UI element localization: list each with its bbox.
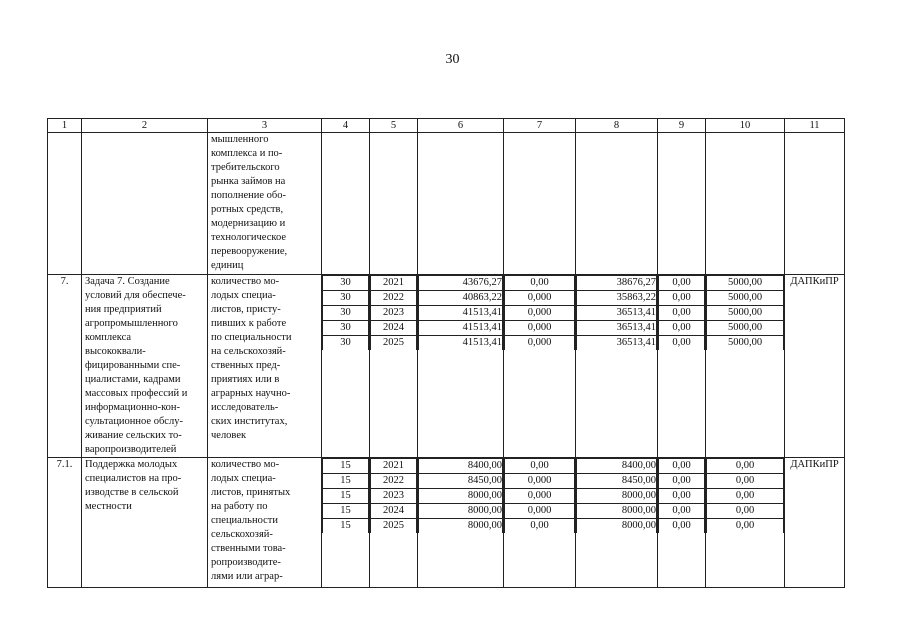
- value: 0,00: [505, 519, 575, 534]
- value: 8450,00: [577, 474, 657, 489]
- year-values-cell: [322, 275, 370, 458]
- executor-cell: ДАПКиПР: [785, 275, 845, 458]
- year-line: [371, 474, 417, 489]
- year-line: [659, 459, 705, 474]
- year-line: [659, 504, 705, 519]
- year-values-cell: [370, 275, 418, 458]
- value: 2022: [371, 474, 417, 489]
- value: 8000,00: [577, 489, 657, 504]
- value: 15: [323, 519, 369, 534]
- text-line: перевооружение,: [211, 246, 288, 257]
- year-line: [659, 489, 705, 504]
- year-values: [504, 275, 575, 350]
- year-line: [659, 276, 705, 291]
- text-line: ния предприятий: [85, 304, 162, 315]
- year-line: [707, 321, 784, 336]
- year-line: [371, 519, 417, 534]
- col-header: 2: [82, 119, 208, 133]
- text-line: листов, присту-: [211, 304, 281, 315]
- text-line: Задача 7. Создание: [85, 276, 170, 287]
- year-values-cell: [504, 275, 576, 458]
- text-line: требительского: [211, 162, 280, 173]
- col-header: 7: [504, 119, 576, 133]
- year-line: [707, 504, 784, 519]
- indicator-cell: [208, 133, 322, 275]
- value: 30: [323, 276, 369, 291]
- text-line: ских институтах,: [211, 416, 288, 427]
- col-header: 10: [706, 119, 785, 133]
- value: 0,00: [659, 459, 705, 474]
- year-values-cell: [576, 275, 658, 458]
- year-line: [419, 336, 503, 351]
- program-table: [47, 118, 845, 588]
- value: 2021: [371, 276, 417, 291]
- value: 8000,00: [419, 504, 503, 519]
- value: 2023: [371, 489, 417, 504]
- year-line: [323, 519, 369, 534]
- text-line: пополнение обо-: [211, 190, 286, 201]
- page-number: 30: [445, 52, 460, 67]
- year-line: [419, 291, 503, 306]
- year-values: [322, 275, 369, 350]
- year-line: [323, 504, 369, 519]
- value: 5000,00: [707, 306, 784, 321]
- row-number: 7.: [48, 275, 82, 458]
- text-line: высококвали-: [85, 346, 146, 357]
- year-line: [371, 459, 417, 474]
- value: 41513,41: [419, 336, 503, 351]
- text-line: фицированными спе-: [85, 360, 181, 371]
- value: 8400,00: [577, 459, 657, 474]
- year-line: [707, 276, 784, 291]
- text-line: модернизацию и: [211, 218, 286, 229]
- year-line: [659, 474, 705, 489]
- year-line: [659, 519, 705, 534]
- value: 30: [323, 306, 369, 321]
- year-line: [323, 489, 369, 504]
- text-line: сельскохозяй-: [211, 529, 273, 540]
- text-line: ственными това-: [211, 543, 286, 554]
- text-line: специальности: [211, 515, 278, 526]
- year-line: [505, 276, 575, 291]
- year-values: [658, 458, 705, 533]
- value: 43676,27: [419, 276, 503, 291]
- value: 5000,00: [707, 291, 784, 306]
- text-line: информационно-кон-: [85, 402, 181, 413]
- year-line: [577, 291, 657, 306]
- value: 2025: [371, 519, 417, 534]
- executor-cell: ДАПКиПР: [785, 458, 845, 588]
- year-values: [418, 275, 503, 350]
- year-line: [419, 306, 503, 321]
- value: 0,00: [659, 504, 705, 519]
- year-values: [370, 275, 417, 350]
- year-values-cell: [658, 275, 706, 458]
- value: 0,00: [505, 276, 575, 291]
- value: 0,00: [659, 519, 705, 534]
- text-line: ственных пред-: [211, 360, 281, 371]
- value: 0,00: [659, 321, 705, 336]
- year-line: [323, 321, 369, 336]
- year-line: [323, 306, 369, 321]
- year-values-cell: [322, 458, 370, 588]
- year-line: [505, 321, 575, 336]
- value: 41513,41: [419, 306, 503, 321]
- year-line: [577, 321, 657, 336]
- year-line: [707, 306, 784, 321]
- year-values: [658, 275, 705, 350]
- value: 0,00: [659, 474, 705, 489]
- col-header: 4: [322, 119, 370, 133]
- col-header: 5: [370, 119, 418, 133]
- value: 35863,22: [577, 291, 657, 306]
- value: 38676,27: [577, 276, 657, 291]
- year-line: [371, 291, 417, 306]
- year-values: [576, 275, 657, 350]
- text-line: количество мо-: [211, 276, 280, 287]
- year-line: [371, 276, 417, 291]
- year-line: [659, 321, 705, 336]
- text-line: комплекса и по-: [211, 148, 283, 159]
- value: 0,00: [707, 459, 784, 474]
- text-line: изводстве в сельской: [85, 487, 179, 498]
- text-line: агропромышленного: [85, 318, 178, 329]
- task-cell: [82, 458, 208, 588]
- year-line: [659, 291, 705, 306]
- year-line: [323, 336, 369, 351]
- value: 8000,00: [577, 519, 657, 534]
- value: 8000,00: [577, 504, 657, 519]
- year-line: [419, 489, 503, 504]
- year-line: [371, 489, 417, 504]
- year-line: [577, 489, 657, 504]
- value: 2022: [371, 291, 417, 306]
- col-header: 11: [785, 119, 845, 133]
- text-line: мышленного: [211, 134, 269, 145]
- text-line: лодых специа-: [211, 473, 276, 484]
- text-line: ротных средств,: [211, 204, 284, 215]
- value: 2021: [371, 459, 417, 474]
- text-line: на работу по: [211, 501, 268, 512]
- value: 40863,22: [419, 291, 503, 306]
- value: 15: [323, 489, 369, 504]
- header-row: [48, 119, 845, 133]
- value: 36513,41: [577, 336, 657, 351]
- text-line: массовых профессий и: [85, 388, 188, 399]
- value: 0,00: [659, 336, 705, 351]
- year-line: [577, 474, 657, 489]
- year-line: [577, 459, 657, 474]
- year-line: [505, 459, 575, 474]
- text-line: аграрных научно-: [211, 388, 291, 399]
- text-line: листов, принятых: [211, 487, 291, 498]
- year-line: [577, 336, 657, 351]
- value: 0,000: [505, 306, 575, 321]
- year-line: [505, 306, 575, 321]
- year-values-cell: [706, 275, 785, 458]
- year-line: [505, 336, 575, 351]
- year-line: [419, 519, 503, 534]
- year-values-cell: [658, 458, 706, 588]
- year-values-cell: [706, 458, 785, 588]
- text-line: технологическое: [211, 232, 286, 243]
- year-line: [419, 504, 503, 519]
- year-line: [707, 459, 784, 474]
- value: 8000,00: [419, 489, 503, 504]
- text-line: исследователь-: [211, 402, 279, 413]
- year-line: [505, 504, 575, 519]
- year-line: [371, 504, 417, 519]
- text-line: на сельскохозяй-: [211, 346, 286, 357]
- value: 2023: [371, 306, 417, 321]
- year-line: [505, 474, 575, 489]
- year-line: [419, 321, 503, 336]
- year-values: [322, 458, 369, 533]
- year-values: [370, 458, 417, 533]
- indicator-cell: [208, 458, 322, 588]
- year-line: [577, 519, 657, 534]
- year-line: [323, 276, 369, 291]
- text-line: комплекса: [85, 332, 132, 343]
- task-cell: [82, 275, 208, 458]
- year-line: [577, 306, 657, 321]
- text-line: единиц: [211, 260, 244, 271]
- value: 0,00: [659, 306, 705, 321]
- col-header: 3: [208, 119, 322, 133]
- year-line: [323, 459, 369, 474]
- text-line: лодых специа-: [211, 290, 276, 301]
- year-line: [505, 489, 575, 504]
- value: 0,000: [505, 489, 575, 504]
- text-line: рынка займов на: [211, 176, 286, 187]
- value: 15: [323, 474, 369, 489]
- table-row: [48, 275, 845, 458]
- year-values-cell: [418, 275, 504, 458]
- value: 8450,00: [419, 474, 503, 489]
- value: 0,00: [707, 474, 784, 489]
- value: 0,00: [659, 291, 705, 306]
- continuation-row: [48, 133, 845, 275]
- value: 36513,41: [577, 306, 657, 321]
- value: 2024: [371, 504, 417, 519]
- value: 8000,00: [419, 519, 503, 534]
- year-values-cell: [504, 458, 576, 588]
- year-line: [577, 276, 657, 291]
- year-line: [371, 336, 417, 351]
- col-header: 6: [418, 119, 504, 133]
- value: 0,000: [505, 474, 575, 489]
- value: 36513,41: [577, 321, 657, 336]
- text-line: приятиях или в: [211, 374, 280, 385]
- value: 2024: [371, 321, 417, 336]
- col-header: 8: [576, 119, 658, 133]
- row-number: 7.1.: [48, 458, 82, 588]
- text-line: лями или аграр-: [211, 571, 283, 582]
- year-values-cell: [370, 458, 418, 588]
- year-line: [371, 321, 417, 336]
- year-line: [419, 474, 503, 489]
- year-line: [707, 489, 784, 504]
- value: 0,00: [707, 489, 784, 504]
- indicator-cell: [208, 275, 322, 458]
- year-values: [504, 458, 575, 533]
- value: 5000,00: [707, 276, 784, 291]
- year-values: [576, 458, 657, 533]
- year-line: [419, 459, 503, 474]
- year-line: [707, 474, 784, 489]
- value: 0,00: [505, 459, 575, 474]
- value: 8400,00: [419, 459, 503, 474]
- text-line: пивших к работе: [211, 318, 287, 329]
- year-line: [707, 519, 784, 534]
- text-line: местности: [85, 501, 132, 512]
- year-line: [659, 336, 705, 351]
- year-line: [505, 291, 575, 306]
- col-header: 9: [658, 119, 706, 133]
- text-line: специалистов на про-: [85, 473, 182, 484]
- year-line: [323, 291, 369, 306]
- year-values-cell: [576, 458, 658, 588]
- text-line: сультационное обслу-: [85, 416, 183, 427]
- value: 0,00: [707, 504, 784, 519]
- value: 0,000: [505, 321, 575, 336]
- year-values: [706, 458, 784, 533]
- text-line: по специальности: [211, 332, 292, 343]
- year-line: [371, 306, 417, 321]
- year-values: [418, 458, 503, 533]
- year-line: [505, 519, 575, 534]
- text-line: Поддержка молодых: [85, 459, 178, 470]
- value: 15: [323, 459, 369, 474]
- year-line: [659, 306, 705, 321]
- text-line: ропроизводите-: [211, 557, 281, 568]
- text-line: человек: [211, 430, 247, 441]
- year-line: [419, 276, 503, 291]
- value: 30: [323, 336, 369, 351]
- year-line: [577, 504, 657, 519]
- value: 0,000: [505, 336, 575, 351]
- text-line: живание сельских то-: [85, 430, 182, 441]
- text-line: циалистами, кадрами: [85, 374, 181, 385]
- value: 5000,00: [707, 336, 784, 351]
- value: 15: [323, 504, 369, 519]
- value: 0,00: [707, 519, 784, 534]
- value: 41513,41: [419, 321, 503, 336]
- value: 2025: [371, 336, 417, 351]
- year-values: [706, 275, 784, 350]
- text-line: количество мо-: [211, 459, 280, 470]
- col-header: 1: [48, 119, 82, 133]
- year-line: [707, 291, 784, 306]
- year-values-cell: [418, 458, 504, 588]
- value: 5000,00: [707, 321, 784, 336]
- value: 0,000: [505, 291, 575, 306]
- value: 0,000: [505, 504, 575, 519]
- year-line: [323, 474, 369, 489]
- value: 30: [323, 291, 369, 306]
- value: 0,00: [659, 489, 705, 504]
- text-line: условий для обеспече-: [85, 290, 186, 301]
- value: 30: [323, 321, 369, 336]
- text-line: варопроизводителей: [85, 444, 177, 455]
- value: 0,00: [659, 276, 705, 291]
- table-row: [48, 458, 845, 588]
- year-line: [707, 336, 784, 351]
